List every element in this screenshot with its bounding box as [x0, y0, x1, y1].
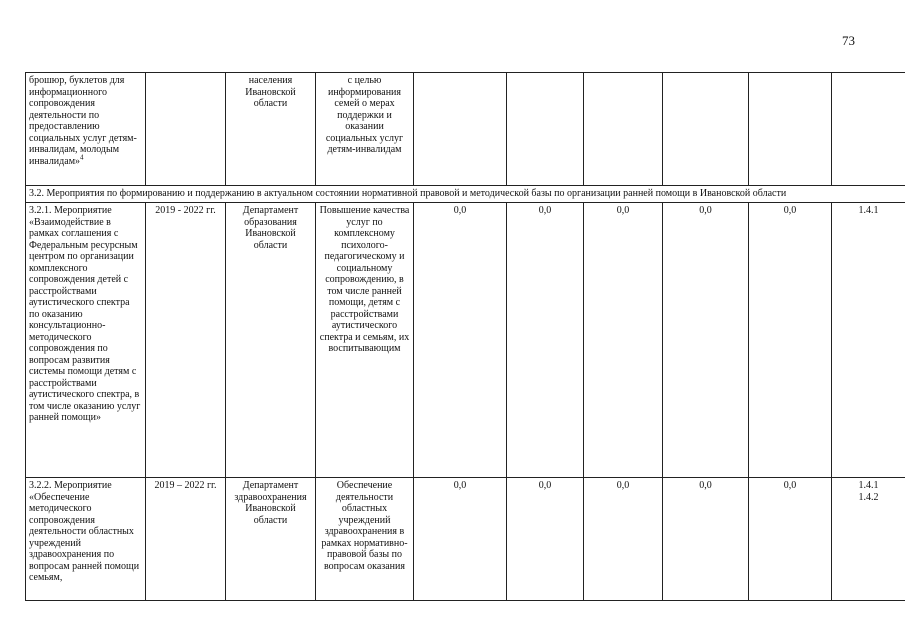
value-cell	[584, 73, 663, 186]
indicator-code: 1.4.2	[858, 491, 879, 503]
indicator-cell	[832, 203, 905, 478]
footnote-marker: 4	[80, 153, 84, 162]
result-cell: Обеспечение деятельности областных учреждений здравоохранения в рамках нормативно-правовой базы по вопросам оказания	[316, 478, 414, 601]
value-cell: 0,0	[663, 203, 749, 478]
executor-cell: Департамент образования Ивановской области	[226, 203, 316, 478]
indicator-code: 1.4.1	[858, 205, 879, 216]
indicator-cell	[832, 478, 905, 601]
result-cell: с целью информирования семей о мерах поддержки и оказании социальных услуг детям-инвалидам	[316, 73, 414, 186]
section-row	[26, 186, 905, 203]
period-cell: 2019 – 2022 гг.	[146, 478, 226, 601]
table-row	[26, 478, 905, 601]
value-cell	[663, 73, 749, 186]
value-cell: 0,0	[584, 203, 663, 478]
executor-cell: Департамент здравоохранения Ивановской области	[226, 478, 316, 601]
period-cell	[146, 73, 226, 186]
value-cell: 0,0	[749, 203, 832, 478]
value-cell: 0,0	[584, 478, 663, 601]
value-cell	[507, 73, 584, 186]
value-cell: 0,0	[749, 478, 832, 601]
event-text: брошюр, буклетов для информационного сопровождения деятельности по предоставлению социальных услуг детям-инвалидам, молодым инвалидам»	[29, 75, 137, 167]
value-cell: 0,0	[663, 478, 749, 601]
result-cell: Повышение качества услуг по комплексному психолого-педагогическому и социальному сопровождению, в том числе ранней помощи, детям с расстройствами аутистического спектра и семьям, их воспитывающим	[316, 203, 414, 478]
value-cell	[749, 73, 832, 186]
table-row	[26, 203, 905, 478]
indicator-cell	[832, 73, 905, 186]
value-cell	[414, 73, 507, 186]
value-cell: 0,0	[414, 203, 507, 478]
event-cell: 3.2.2. Мероприятие «Обеспечение методического сопровождения деятельности областных учреждений здравоохранения по вопросам ранней помощи семьям,	[26, 478, 146, 601]
executor-cell: населения Ивановской области	[226, 73, 316, 186]
value-cell: 0,0	[507, 203, 584, 478]
table-row	[26, 73, 905, 186]
section-heading: 3.2. Мероприятия по формированию и поддержанию в актуальном состоянии нормативной правовой и методической базы по организации ранней помощи в Ивановской области	[26, 186, 905, 203]
indicator-code: 1.4.1	[858, 480, 879, 491]
event-cell: 3.2.1. Мероприятие «Взаимодействие в рамках соглашения с Федеральным ресурсным центром по организации комплексного сопровождения детей с расстройствами аутистического спектра по оказанию консультационно-методического сопровождения по вопросам развития системы помощи детям с расстройствами аутистического спектра, в том числе оказанию услуг ранней помощи»	[26, 203, 146, 478]
program-table	[25, 72, 905, 601]
page-number: 73	[842, 33, 855, 48]
event-cell	[26, 73, 146, 186]
value-cell: 0,0	[507, 478, 584, 601]
value-cell: 0,0	[414, 478, 507, 601]
period-cell: 2019 - 2022 гг.	[146, 203, 226, 478]
